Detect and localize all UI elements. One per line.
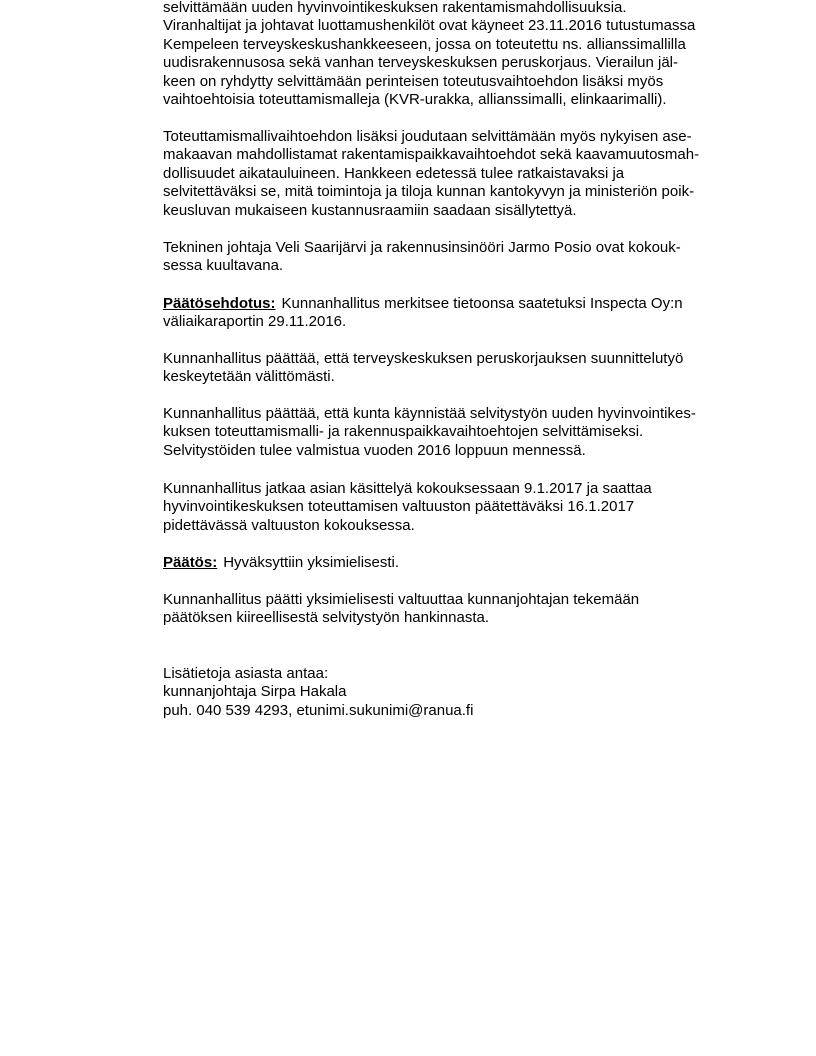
- text-line: Kunnanhallitus päätti yksimielisesti valtuuttaa kunnanjohtajan tekemään: [163, 591, 640, 608]
- text-line: Kunnanhallitus päättää, että kunta käynnistää selvitystyön uuden hyvinvointikes-: [163, 405, 696, 422]
- text-line: keskeytetään välittömästi.: [163, 368, 335, 386]
- authorization-paragraph: [163, 591, 639, 628]
- text-line: keusluvan mukaiseen kustannusraamiin saadaan sisällytettyä.: [163, 201, 577, 219]
- text-line: keen on ryhdytty selvittämään perinteisen toteutusvaihtoehdon lisäksi myös: [163, 72, 664, 90]
- text-line: hyvinvointikeskuksen toteuttamisen valtuuston päätettäväksi 16.1.2017: [163, 498, 635, 516]
- suspend-paragraph: [163, 350, 683, 387]
- continuation-paragraph: [163, 480, 652, 535]
- text-line: vaihtoehtoisia toteuttamismalleja (KVR-urakka, allianssimalli, elinkaarimalli).: [163, 91, 667, 109]
- proposal-text: Kunnanhallitus merkitsee tietoonsa saatetuksi Inspecta Oy:n: [281, 295, 683, 312]
- text-line: sessa kuultavana.: [163, 257, 284, 275]
- background-paragraph: [163, 0, 695, 109]
- decision-paragraph: [163, 554, 399, 572]
- text-line: Kunnanhallitus päättää, että terveyskeskuksen peruskorjauksen suunnittelutyö: [163, 350, 684, 367]
- contact-name: kunnanjohtaja Sirpa Hakala: [163, 683, 347, 701]
- text-line: makaavan mahdollistamat rakentamispaikkavaihtoehdot sekä kaavamuutosmah-: [163, 146, 700, 164]
- contact-phone-email: puh. 040 539 4293, etunimi.sukunimi@ranua.fi: [163, 701, 474, 719]
- decision-text: Hyväksyttiin yksimielisesti.: [223, 554, 400, 571]
- text-line: Kunnanhallitus jatkaa asian käsittelyä kokouksessaan 9.1.2017 ja saattaa: [163, 480, 652, 497]
- decision-line: [163, 554, 399, 572]
- decision-label: Päätös:: [163, 554, 218, 571]
- text-line: pidettävässä valtuuston kokouksessa.: [163, 516, 415, 534]
- text-line: selvitettäväksi se, mitä toimintoja ja tiloja kunnan kantokyvyn ja ministeriön poik-: [163, 183, 695, 201]
- text-line: Kempeleen terveyskeskushankkeeseen, jossa on toteutettu ns. allianssimallilla: [163, 35, 686, 53]
- text-line: väliaikaraportin 29.11.2016.: [163, 313, 347, 331]
- proposal-paragraph: [163, 295, 683, 332]
- implementation-paragraph: [163, 128, 699, 220]
- text-line: Viranhaltijat ja johtavat luottamushenkilöt ovat käyneet 23.11.2016 tutustumassa: [163, 17, 696, 35]
- contact-heading: Lisätietoja asiasta antaa:: [163, 665, 329, 682]
- text-line: päätöksen kiireellisestä selvitystyön hankinnasta.: [163, 609, 490, 627]
- text-line: kuksen toteuttamismalli- ja rakennuspaikkavaihtoehtojen selvittämiseksi.: [163, 423, 644, 441]
- contact-info: [163, 665, 473, 720]
- text-line: Selvitystöiden tulee valmistua vuoden 2016 loppuun mennessä.: [163, 441, 586, 459]
- text-line: selvittämään uuden hyvinvointikeskuksen rakentamismahdollisuuksia.: [163, 0, 627, 16]
- proposal-line: [163, 295, 683, 313]
- study-paragraph: [163, 405, 696, 460]
- text-line: dollisuudet aikatauluineen. Hankkeen edetessä tulee ratkaistavaksi ja: [163, 164, 625, 182]
- text-line: Toteuttamismallivaihtoehdon lisäksi joudutaan selvittämään myös nykyisen ase-: [163, 128, 692, 145]
- attendees-paragraph: [163, 239, 681, 276]
- proposal-label: Päätösehdotus:: [163, 295, 276, 312]
- text-line: Tekninen johtaja Veli Saarijärvi ja rakennusinsinööri Jarmo Posio ovat kokouk-: [163, 239, 681, 256]
- text-line: uudisrakennusosa sekä vanhan terveyskeskuksen peruskorjaus. Vierailun jäl-: [163, 54, 679, 72]
